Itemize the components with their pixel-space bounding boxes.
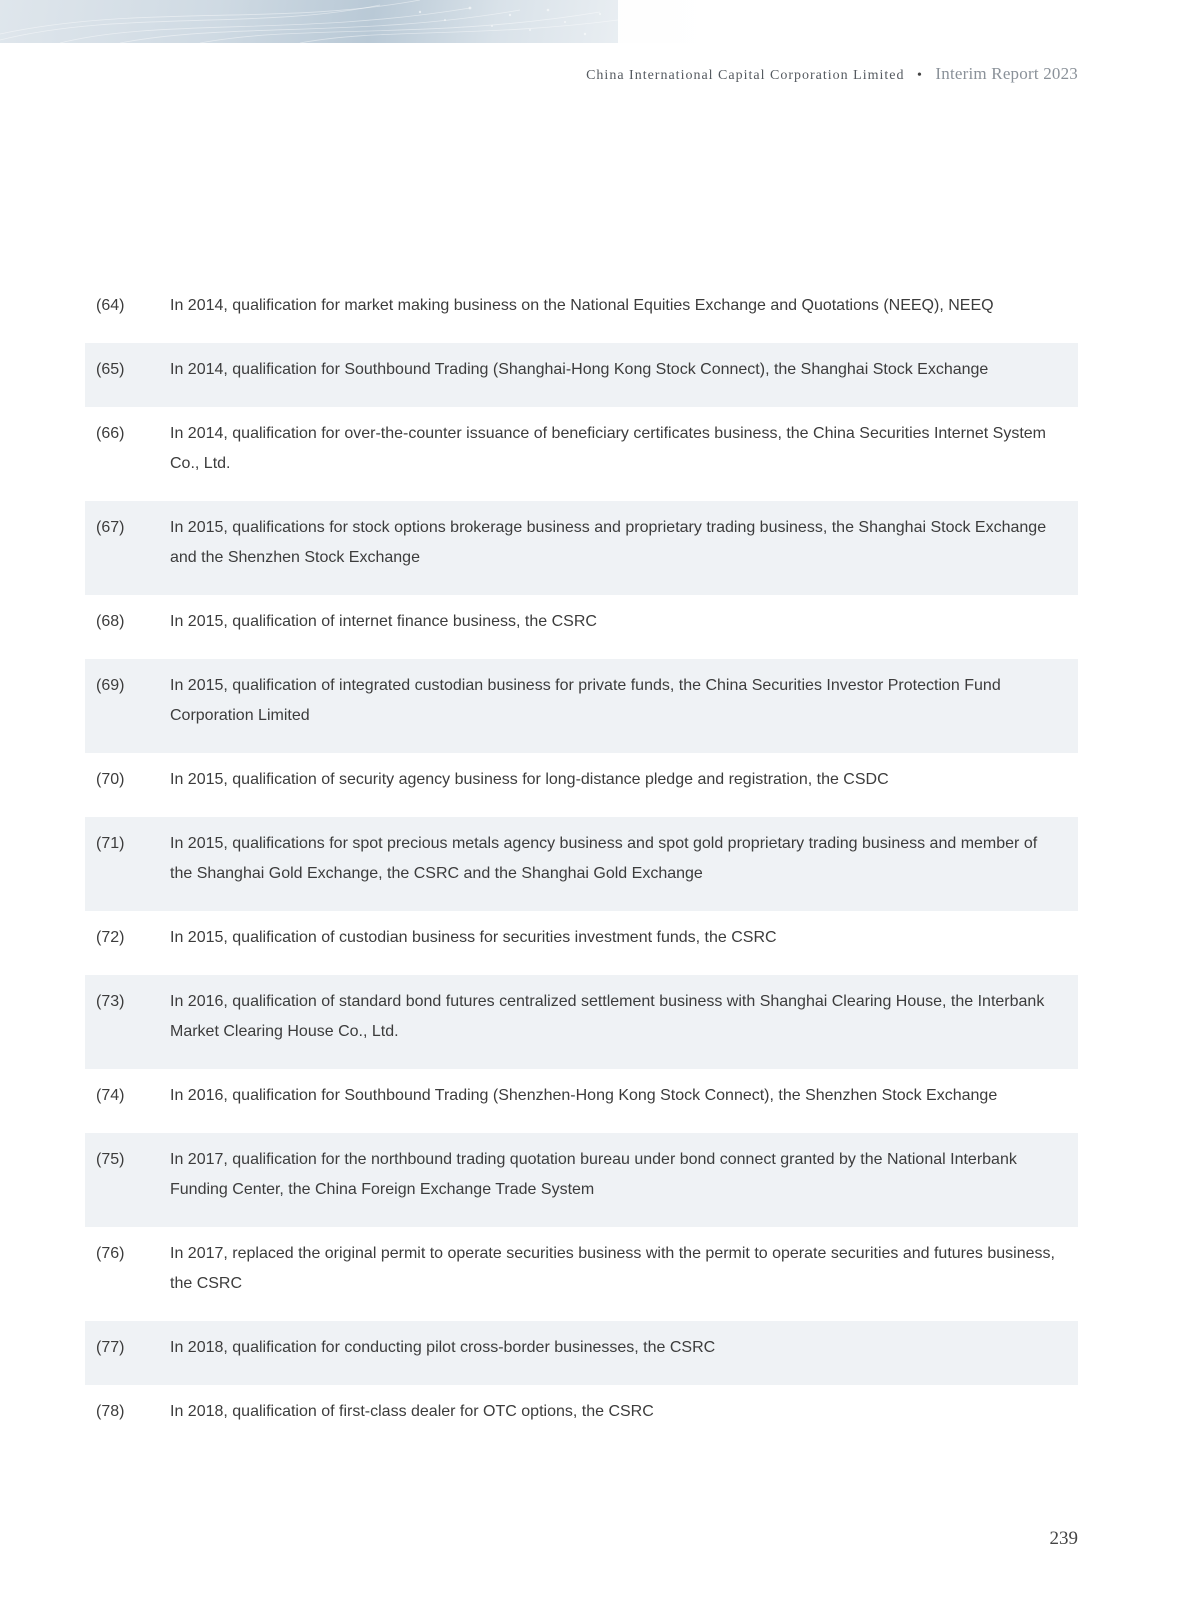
item-description: In 2016, qualification for Southbound Trading (Shenzhen-Hong Kong Stock Connect), the Shenzhen Stock Exchange bbox=[170, 1087, 998, 1104]
table-row bbox=[85, 595, 1078, 659]
banner-decorative-image bbox=[0, 0, 618, 43]
item-number: (74) bbox=[96, 1087, 125, 1104]
item-description: In 2015, qualifications for spot precious metals agency business and spot gold proprietary trading business and member of the Shanghai Gold Exchange, the CSRC and the Shanghai Gold Exchange bbox=[170, 835, 1038, 882]
item-description: In 2014, qualification for market making business on the National Equities Exchange and Quotations (NEEQ), NEEQ bbox=[170, 297, 994, 314]
table-row bbox=[85, 1321, 1078, 1385]
item-description: In 2016, qualification of standard bond futures centralized settlement business with Shanghai Clearing House, the Interbank Market Clearing House Co., Ltd. bbox=[170, 993, 1045, 1040]
item-number: (69) bbox=[96, 677, 125, 694]
header-company: China International Capital Corporation Limited bbox=[586, 68, 905, 83]
item-number: (70) bbox=[96, 771, 125, 788]
header-banner bbox=[0, 0, 1190, 43]
table-row bbox=[85, 753, 1078, 817]
table-row bbox=[85, 1133, 1078, 1227]
item-description: In 2015, qualification of integrated custodian business for private funds, the China Securities Investor Protection Fund Corporation Limited bbox=[170, 677, 1001, 724]
table-row bbox=[85, 975, 1078, 1069]
table-row bbox=[85, 1069, 1078, 1133]
item-number: (72) bbox=[96, 929, 125, 946]
item-number: (77) bbox=[96, 1339, 125, 1356]
item-description: In 2017, qualification for the northbound trading quotation bureau under bond connect granted by the National Interbank Funding Center, the China Foreign Exchange Trade System bbox=[170, 1151, 1017, 1198]
qualifications-table bbox=[85, 279, 1078, 1449]
item-number: (65) bbox=[96, 361, 125, 378]
table-row bbox=[85, 279, 1078, 343]
table-row bbox=[85, 659, 1078, 753]
item-description: In 2015, qualification of custodian business for securities investment funds, the CSRC bbox=[170, 929, 777, 946]
item-number: (75) bbox=[96, 1151, 125, 1168]
item-number: (66) bbox=[96, 425, 125, 442]
page-number: 239 bbox=[1049, 1528, 1078, 1549]
table-row bbox=[85, 911, 1078, 975]
item-number: (68) bbox=[96, 613, 125, 630]
table-row bbox=[85, 407, 1078, 501]
item-description: In 2018, qualification of first-class dealer for OTC options, the CSRC bbox=[170, 1403, 654, 1420]
item-description: In 2015, qualifications for stock options brokerage business and proprietary trading business, the Shanghai Stock Exchange and the Shenzhen Stock Exchange bbox=[170, 519, 1047, 566]
table-row bbox=[85, 1385, 1078, 1449]
item-number: (73) bbox=[96, 993, 125, 1010]
item-description: In 2017, replaced the original permit to operate securities business with the permit to operate securities and futures business, the CSRC bbox=[170, 1245, 1055, 1292]
item-description: In 2015, qualification of internet finance business, the CSRC bbox=[170, 613, 597, 630]
table-row bbox=[85, 1227, 1078, 1321]
item-number: (64) bbox=[96, 297, 125, 314]
running-header bbox=[586, 64, 1078, 84]
item-number: (67) bbox=[96, 519, 125, 536]
item-description: In 2018, qualification for conducting pilot cross-border businesses, the CSRC bbox=[170, 1339, 716, 1356]
item-description: In 2015, qualification of security agency business for long-distance pledge and registration, the CSDC bbox=[170, 771, 889, 788]
table-row bbox=[85, 343, 1078, 407]
table-row bbox=[85, 817, 1078, 911]
item-number: (78) bbox=[96, 1403, 125, 1420]
table-row bbox=[85, 501, 1078, 595]
item-description: In 2014, qualification for over-the-counter issuance of beneficiary certificates business, the China Securities Internet System Co., Ltd. bbox=[170, 425, 1047, 472]
item-number: (71) bbox=[96, 835, 125, 852]
item-description: In 2014, qualification for Southbound Trading (Shanghai-Hong Kong Stock Connect), the Shanghai Stock Exchange bbox=[170, 361, 989, 378]
header-report-title: Interim Report 2023 bbox=[935, 64, 1078, 83]
item-number: (76) bbox=[96, 1245, 125, 1262]
header-separator: • bbox=[916, 68, 923, 83]
